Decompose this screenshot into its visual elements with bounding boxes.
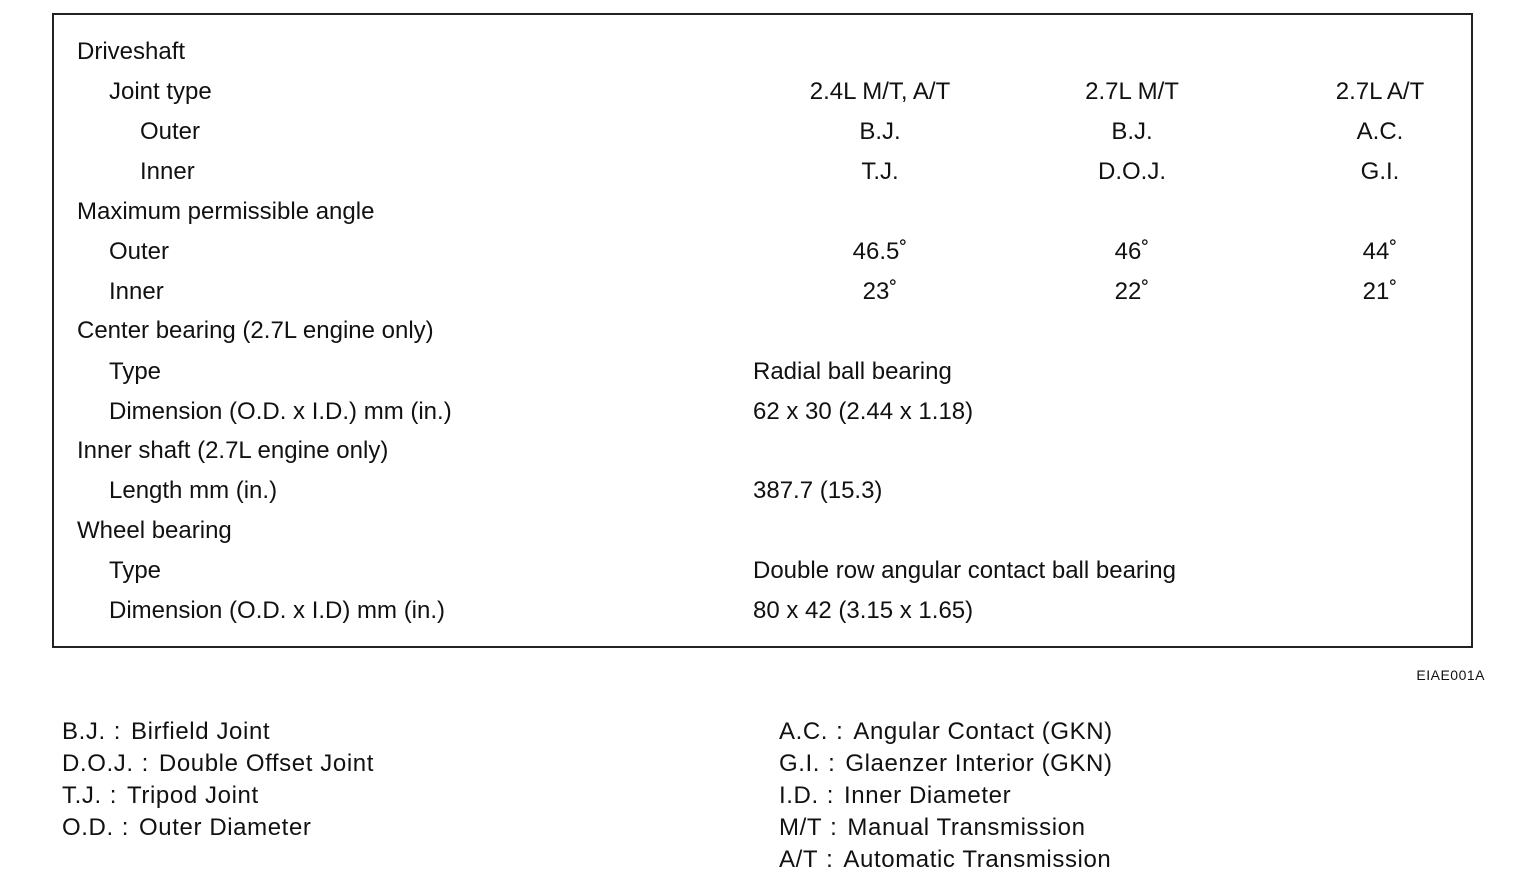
legend-item [62,812,374,844]
legend-separator: : [109,782,118,809]
column-header-2-7l-at: 2.7L A/T [1335,78,1425,105]
joint-inner-value: G.I. [1360,158,1400,185]
legend-abbr: I.D. [779,782,819,809]
legend-abbr: G.I. [779,750,821,777]
wheel-bearing-heading-row [54,511,1471,551]
center-bearing-type-value: Radial ball bearing [753,358,952,385]
legend-item [779,844,1113,876]
joint-outer-row [54,112,1471,152]
angle-inner-label: Inner [109,278,164,305]
legend-item [62,780,374,812]
angle-inner-row [54,272,1471,312]
legend-item [62,716,374,748]
legend-right-column [779,716,1113,876]
joint-outer-value: B.J. [859,118,901,145]
angle-outer-value: 46˚ [1114,238,1150,265]
driveshaft-heading-row [54,32,1471,72]
center-bearing-dimension-value: 62 x 30 (2.44 x 1.18) [753,398,974,425]
column-header-2-4l-mt-at: 2.4L M/T, A/T [809,78,951,105]
joint-inner-value: T.J. [861,158,899,185]
center-bearing-type-label: Type [109,358,162,385]
center-bearing-heading-row [54,311,1471,351]
spec-table [52,13,1473,648]
wheel-bearing-dimension-row [54,591,1471,631]
wheel-bearing-dimension-label: Dimension (O.D. x I.D) mm (in.) [109,597,446,624]
inner-shaft-heading-row [54,431,1471,471]
legend-meaning: Double Offset Joint [158,750,374,777]
joint-inner-row [54,152,1471,192]
center-bearing-type-row [54,352,1471,392]
legend-abbr: A/T [779,846,819,873]
legend-separator: : [141,750,149,777]
angle-outer-value: 44˚ [1362,238,1398,265]
legend-separator: : [826,782,835,809]
legend-meaning: Inner Diameter [844,782,1012,809]
max-angle-heading: Maximum permissible angle [77,198,375,225]
joint-inner-value: D.O.J. [1097,158,1166,185]
center-bearing-heading: Center bearing (2.7L engine only) [77,317,434,344]
inner-shaft-length-value: 387.7 (15.3) [753,477,883,504]
angle-inner-value: 22˚ [1114,278,1150,305]
center-bearing-dimension-row [54,392,1471,432]
legend-meaning: Automatic Transmission [843,846,1112,873]
wheel-bearing-type-value: Double row angular contact ball bearing [753,557,1176,584]
driveshaft-heading: Driveshaft [77,38,186,65]
legend-separator: : [113,718,122,745]
joint-inner-label: Inner [140,158,195,185]
inner-shaft-length-row [54,471,1471,511]
wheel-bearing-heading: Wheel bearing [77,517,232,544]
legend-left-column [62,716,374,844]
max-angle-heading-row [54,192,1471,232]
legend-meaning: Birfield Joint [131,718,271,745]
legend-item [779,748,1113,780]
legend-meaning: Glaenzer Interior (GKN) [845,750,1113,777]
legend-abbr: O.D. [62,814,114,841]
legend-separator: : [121,814,130,841]
legend-abbr: D.O.J. [62,750,134,777]
angle-outer-row [54,232,1471,272]
joint-outer-label: Outer [140,118,201,145]
legend-meaning: Angular Contact (GKN) [853,718,1113,745]
legend-item [62,748,374,780]
legend-item [779,716,1113,748]
joint-type-label: Joint type [109,78,212,105]
center-bearing-dimension-label: Dimension (O.D. x I.D.) mm (in.) [109,398,452,425]
legend-separator: : [830,814,838,841]
angle-inner-value: 23˚ [862,278,898,305]
joint-outer-value: B.J. [1111,118,1153,145]
wheel-bearing-dimension-value: 80 x 42 (3.15 x 1.65) [753,597,974,624]
column-header-2-7l-mt: 2.7L M/T [1085,78,1179,105]
legend-separator: : [836,718,844,745]
legend-item [779,812,1113,844]
inner-shaft-heading: Inner shaft (2.7L engine only) [77,437,389,464]
legend-separator: : [828,750,836,777]
legend-separator: : [826,846,834,873]
legend-abbr: T.J. [62,782,102,809]
joint-outer-value: A.C. [1356,118,1404,145]
legend-abbr: B.J. [62,718,106,745]
legend-abbr: A.C. [779,718,829,745]
legend-abbr: M/T [779,814,823,841]
legend-meaning: Outer Diameter [139,814,312,841]
joint-type-row [54,72,1471,112]
legend-item [779,780,1113,812]
wheel-bearing-type-label: Type [109,557,162,584]
angle-outer-value: 46.5˚ [852,238,908,265]
legend-meaning: Tripod Joint [127,782,259,809]
figure-code: EIAE001A [1416,667,1485,683]
angle-outer-label: Outer [109,238,170,265]
angle-inner-value: 21˚ [1362,278,1398,305]
inner-shaft-length-label: Length mm (in.) [109,477,278,504]
legend-meaning: Manual Transmission [847,814,1086,841]
wheel-bearing-type-row [54,551,1471,591]
